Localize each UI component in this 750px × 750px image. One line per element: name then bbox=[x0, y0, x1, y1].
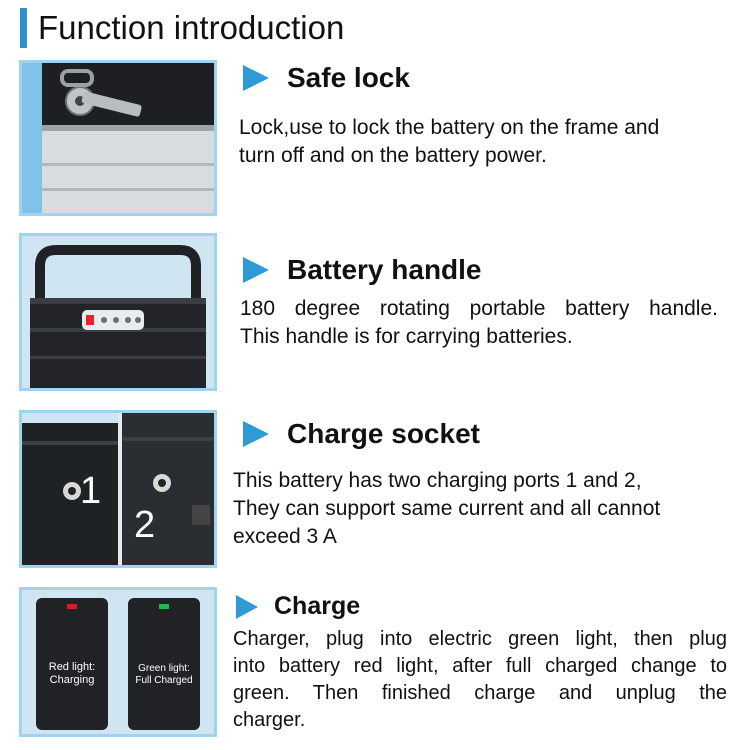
port-label-2: 2 bbox=[134, 504, 156, 546]
charge-socket-illustration bbox=[22, 413, 214, 565]
safe-lock-photo bbox=[19, 60, 217, 216]
safe-lock-description bbox=[239, 114, 729, 170]
charge-socket-photo bbox=[19, 410, 217, 568]
battery-handle-title: Battery handle bbox=[287, 254, 482, 285]
green-light-label bbox=[127, 663, 201, 687]
port-label-1: 1 bbox=[80, 470, 102, 512]
safe-lock-title: Safe lock bbox=[287, 62, 410, 93]
charge-line-1: Charger, plug into electric green light, then plug bbox=[233, 628, 727, 650]
charge-title: Charge bbox=[274, 592, 361, 620]
red-light-label-line-1: Red light: bbox=[48, 661, 96, 673]
charge-line-4: charger. bbox=[233, 709, 306, 731]
red-light-label bbox=[35, 661, 109, 687]
charge-description bbox=[233, 626, 727, 734]
safe-lock-illustration bbox=[22, 63, 214, 213]
charge-socket-heading bbox=[243, 418, 480, 450]
play-triangle-icon bbox=[243, 65, 269, 91]
battery-handle-line-2: This handle is for carrying batteries. bbox=[240, 325, 573, 348]
charge-photo bbox=[19, 587, 217, 737]
green-light-label-line-2: Full Charged bbox=[135, 675, 193, 686]
green-light-label-line-1: Green light: bbox=[138, 663, 190, 674]
header-accent-bar bbox=[20, 8, 27, 48]
play-triangle-icon bbox=[243, 421, 269, 447]
battery-handle-illustration bbox=[22, 236, 214, 388]
page-title: Function introduction bbox=[38, 9, 345, 46]
charge-socket-line-3: exceed 3 A bbox=[233, 525, 337, 548]
charge-socket-title: Charge socket bbox=[287, 418, 480, 449]
battery-handle-description bbox=[240, 295, 718, 351]
charge-line-2: into battery red light, after full charged change to bbox=[233, 655, 727, 677]
safe-lock-heading bbox=[243, 62, 410, 94]
charge-socket-line-1: This battery has two charging ports 1 and 2, bbox=[233, 469, 642, 492]
charge-socket-description bbox=[233, 467, 733, 551]
charge-heading bbox=[236, 592, 360, 621]
battery-handle-photo bbox=[19, 233, 217, 391]
play-triangle-icon bbox=[243, 257, 269, 283]
charge-line-3: green. Then finished charge and unplug the bbox=[233, 682, 727, 704]
battery-handle-heading bbox=[243, 254, 482, 286]
safe-lock-line-2: turn off and on the battery power. bbox=[239, 144, 547, 167]
battery-handle-line-1: 180 degree rotating portable battery handle. bbox=[240, 297, 718, 320]
play-triangle-icon bbox=[236, 595, 258, 619]
red-light-label-line-2: Charging bbox=[49, 674, 95, 686]
safe-lock-line-1: Lock,use to lock the battery on the frame and bbox=[239, 116, 660, 139]
charge-socket-line-2: They can support same current and all cannot bbox=[233, 497, 661, 520]
